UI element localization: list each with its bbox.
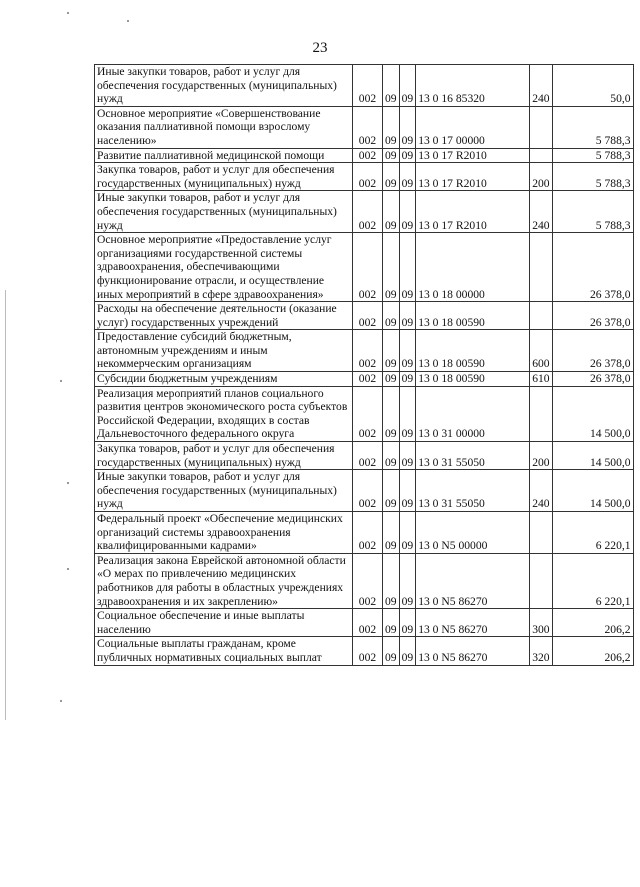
expense-type-code-cell: 320	[530, 637, 552, 665]
item-name-cell: Развитие паллиативной медицинской помощи	[95, 148, 353, 163]
item-name-cell: Основное мероприятие «Совершенствование оказания паллиативной помощи взрослому населению»	[95, 106, 353, 148]
admin-code-cell: 002	[353, 233, 383, 302]
table-row	[95, 386, 634, 441]
table-row	[95, 442, 634, 470]
admin-code-cell: 002	[353, 442, 383, 470]
admin-code-cell: 002	[353, 512, 383, 554]
scan-speck	[67, 12, 69, 14]
admin-code-cell: 002	[353, 106, 383, 148]
admin-code-cell: 002	[353, 470, 383, 512]
expense-type-code-cell: 200	[530, 163, 552, 191]
admin-code-cell: 002	[353, 637, 383, 665]
table-row	[95, 609, 634, 637]
section-code-cell: 09	[383, 372, 400, 387]
scan-edge-line	[5, 290, 6, 720]
subsection-code-cell: 09	[399, 330, 416, 372]
table-row	[95, 302, 634, 330]
table-body	[95, 65, 634, 666]
subsection-code-cell: 09	[399, 302, 416, 330]
expense-type-code-cell: 240	[530, 470, 552, 512]
target-article-code-cell: 13 0 N5 00000	[416, 512, 530, 554]
item-name-cell: Субсидии бюджетным учреждениям	[95, 372, 353, 387]
subsection-code-cell: 09	[399, 609, 416, 637]
target-article-code-cell: 13 0 16 85320	[416, 65, 530, 107]
subsection-code-cell: 09	[399, 106, 416, 148]
expense-type-code-cell: 610	[530, 372, 552, 387]
scan-speck	[60, 380, 62, 382]
expense-type-code-cell: 200	[530, 442, 552, 470]
section-code-cell: 09	[383, 637, 400, 665]
admin-code-cell: 002	[353, 191, 383, 233]
section-code-cell: 09	[383, 302, 400, 330]
section-code-cell: 09	[383, 512, 400, 554]
table-row	[95, 330, 634, 372]
item-name-cell: Реализация мероприятий планов социального развития центров экономического роста субъектов Российской Федерации, входящих в состав Дальневосточного федерального округа	[95, 386, 353, 441]
table-row	[95, 470, 634, 512]
item-name-cell: Иные закупки товаров, работ и услуг для обеспечения государственных (муниципальных) нужд	[95, 470, 353, 512]
amount-cell: 5 788,3	[552, 148, 633, 163]
admin-code-cell: 002	[353, 163, 383, 191]
target-article-code-cell: 13 0 18 00590	[416, 330, 530, 372]
target-article-code-cell: 13 0 17 R2010	[416, 191, 530, 233]
item-name-cell: Федеральный проект «Обеспечение медицинских организаций системы здравоохранения квалифицированными кадрами»	[95, 512, 353, 554]
table-row	[95, 233, 634, 302]
scan-speck	[67, 568, 69, 570]
amount-cell: 26 378,0	[552, 330, 633, 372]
expense-type-code-cell: 240	[530, 191, 552, 233]
amount-cell: 14 500,0	[552, 470, 633, 512]
amount-cell: 26 378,0	[552, 372, 633, 387]
scan-speck	[67, 482, 69, 484]
expense-type-code-cell	[530, 553, 552, 608]
amount-cell: 206,2	[552, 609, 633, 637]
section-code-cell: 09	[383, 553, 400, 608]
amount-cell: 6 220,1	[552, 553, 633, 608]
table-row	[95, 372, 634, 387]
expense-type-code-cell	[530, 512, 552, 554]
item-name-cell: Расходы на обеспечение деятельности (оказание услуг) государственных учреждений	[95, 302, 353, 330]
admin-code-cell: 002	[353, 609, 383, 637]
item-name-cell: Закупка товаров, работ и услуг для обеспечения государственных (муниципальных) нужд	[95, 442, 353, 470]
target-article-code-cell: 13 0 18 00590	[416, 302, 530, 330]
item-name-cell: Социальное обеспечение и иные выплаты населению	[95, 609, 353, 637]
admin-code-cell: 002	[353, 65, 383, 107]
subsection-code-cell: 09	[399, 470, 416, 512]
target-article-code-cell: 13 0 31 00000	[416, 386, 530, 441]
section-code-cell: 09	[383, 330, 400, 372]
table-row	[95, 512, 634, 554]
subsection-code-cell: 09	[399, 65, 416, 107]
item-name-cell: Закупка товаров, работ и услуг для обеспечения государственных (муниципальных) нужд	[95, 163, 353, 191]
section-code-cell: 09	[383, 191, 400, 233]
admin-code-cell: 002	[353, 553, 383, 608]
section-code-cell: 09	[383, 470, 400, 512]
subsection-code-cell: 09	[399, 442, 416, 470]
subsection-code-cell: 09	[399, 148, 416, 163]
table-row	[95, 163, 634, 191]
item-name-cell: Социальные выплаты гражданам, кроме публичных нормативных социальных выплат	[95, 637, 353, 665]
scan-speck	[60, 700, 62, 702]
item-name-cell: Иные закупки товаров, работ и услуг для обеспечения государственных (муниципальных) нужд	[95, 65, 353, 107]
amount-cell: 5 788,3	[552, 163, 633, 191]
budget-table	[94, 64, 634, 666]
expense-type-code-cell: 300	[530, 609, 552, 637]
subsection-code-cell: 09	[399, 553, 416, 608]
table-row	[95, 106, 634, 148]
amount-cell: 14 500,0	[552, 442, 633, 470]
expense-type-code-cell	[530, 233, 552, 302]
expense-type-code-cell	[530, 302, 552, 330]
expense-type-code-cell: 240	[530, 65, 552, 107]
subsection-code-cell: 09	[399, 191, 416, 233]
target-article-code-cell: 13 0 N5 86270	[416, 637, 530, 665]
target-article-code-cell: 13 0 18 00590	[416, 372, 530, 387]
target-article-code-cell: 13 0 31 55050	[416, 442, 530, 470]
subsection-code-cell: 09	[399, 512, 416, 554]
item-name-cell: Иные закупки товаров, работ и услуг для обеспечения государственных (муниципальных) нужд	[95, 191, 353, 233]
target-article-code-cell: 13 0 17 R2010	[416, 148, 530, 163]
expense-type-code-cell	[530, 386, 552, 441]
table-row	[95, 191, 634, 233]
subsection-code-cell: 09	[399, 233, 416, 302]
subsection-code-cell: 09	[399, 386, 416, 441]
item-name-cell: Основное мероприятие «Предоставление услуг организациями государственной системы здравоохранения, обеспечивающими функционирование отрасли, и осуществление иных мероприятий в сфере здравоохранения»	[95, 233, 353, 302]
subsection-code-cell: 09	[399, 372, 416, 387]
amount-cell: 206,2	[552, 637, 633, 665]
subsection-code-cell: 09	[399, 163, 416, 191]
amount-cell: 5 788,3	[552, 191, 633, 233]
section-code-cell: 09	[383, 609, 400, 637]
amount-cell: 26 378,0	[552, 302, 633, 330]
expense-type-code-cell	[530, 106, 552, 148]
admin-code-cell: 002	[353, 330, 383, 372]
table-row	[95, 65, 634, 107]
page-number: 23	[312, 40, 328, 56]
target-article-code-cell: 13 0 17 00000	[416, 106, 530, 148]
scan-speck	[127, 20, 129, 22]
admin-code-cell: 002	[353, 148, 383, 163]
section-code-cell: 09	[383, 233, 400, 302]
expense-type-code-cell	[530, 148, 552, 163]
section-code-cell: 09	[383, 148, 400, 163]
table-row	[95, 553, 634, 608]
section-code-cell: 09	[383, 163, 400, 191]
amount-cell: 26 378,0	[552, 233, 633, 302]
target-article-code-cell: 13 0 N5 86270	[416, 609, 530, 637]
admin-code-cell: 002	[353, 386, 383, 441]
item-name-cell: Реализация закона Еврейской автономной области «О мерах по привлечению медицинских работников для работы в областных учреждениях здравоохранения и их закреплению»	[95, 553, 353, 608]
amount-cell: 5 788,3	[552, 106, 633, 148]
admin-code-cell: 002	[353, 372, 383, 387]
section-code-cell: 09	[383, 65, 400, 107]
amount-cell: 50,0	[552, 65, 633, 107]
section-code-cell: 09	[383, 442, 400, 470]
target-article-code-cell: 13 0 17 R2010	[416, 163, 530, 191]
target-article-code-cell: 13 0 18 00000	[416, 233, 530, 302]
subsection-code-cell: 09	[399, 637, 416, 665]
section-code-cell: 09	[383, 386, 400, 441]
target-article-code-cell: 13 0 N5 86270	[416, 553, 530, 608]
section-code-cell: 09	[383, 106, 400, 148]
target-article-code-cell: 13 0 31 55050	[416, 470, 530, 512]
table-row	[95, 637, 634, 665]
admin-code-cell: 002	[353, 302, 383, 330]
amount-cell: 14 500,0	[552, 386, 633, 441]
table-row	[95, 148, 634, 163]
expense-type-code-cell: 600	[530, 330, 552, 372]
item-name-cell: Предоставление субсидий бюджетным, автономным учреждениям и иным некоммерческим организациям	[95, 330, 353, 372]
amount-cell: 6 220,1	[552, 512, 633, 554]
